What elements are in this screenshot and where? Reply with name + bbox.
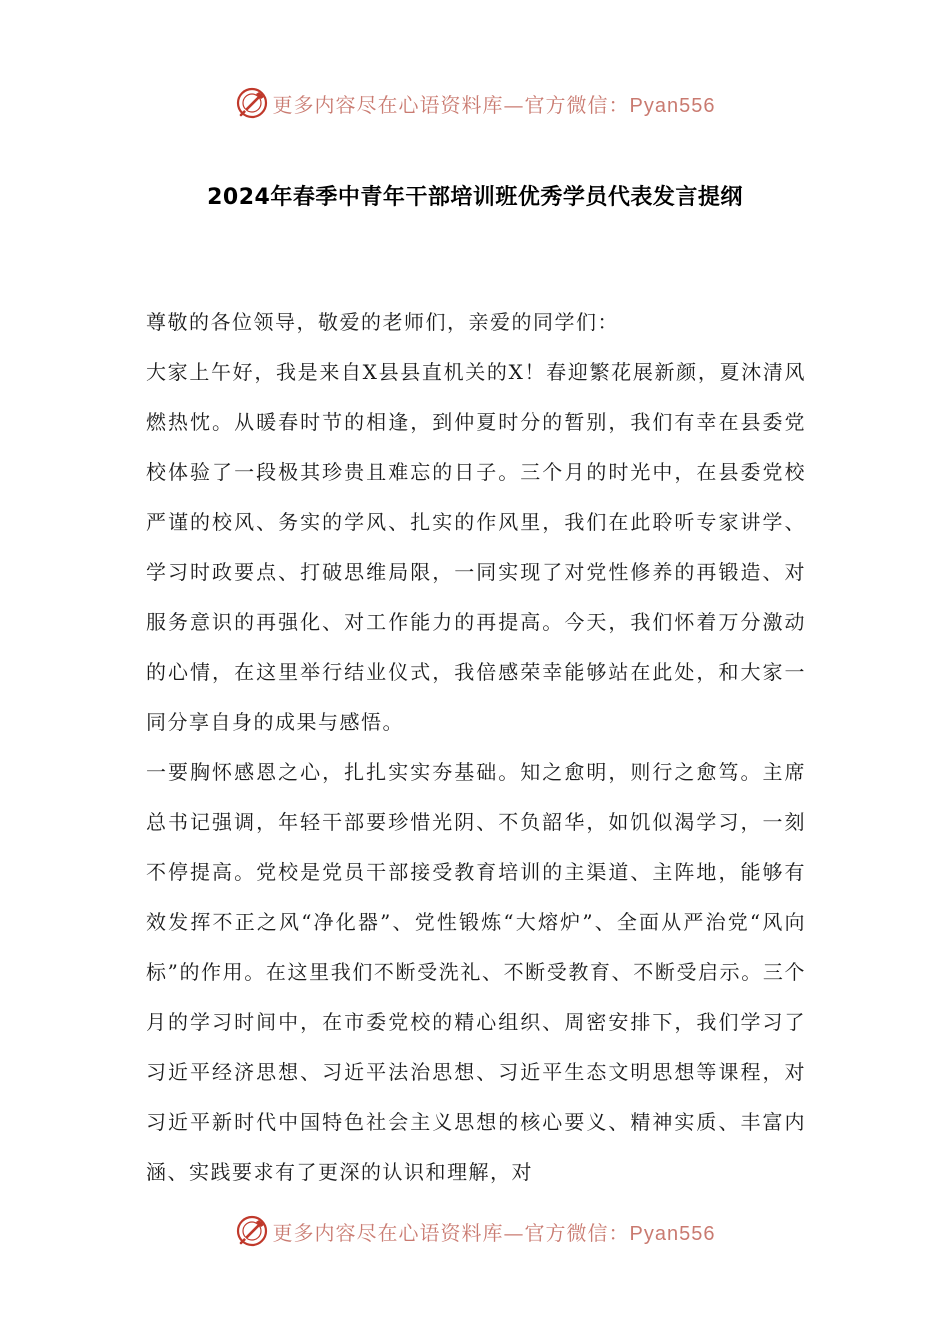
pen-circle-logo-icon: [235, 86, 269, 120]
wechat-id: Pyan556: [629, 1222, 716, 1245]
salutation-paragraph: 尊敬的各位领导，敬爱的老师们，亲爱的同学们：: [146, 310, 619, 334]
document-title: 2024年春季中青年干部培训班优秀学员代表发言提纲: [207, 185, 743, 210]
header-watermark-text: 更多内容尽在心语资料库—官方微信：Pyan556: [272, 92, 716, 117]
document-body: [146, 297, 806, 1197]
header-watermark-banner: [0, 83, 950, 123]
wechat-id: Pyan556: [629, 94, 716, 117]
opening-paragraph: 大家上午好，我是来自X县县直机关的X！春迎繁花展新颜，夏沐清风燃热忱。从暖春时节的相逢，到仲夏时分的暂别，我们有幸在县委党校体验了一段极其珍贵且难忘的日子。三个月的时光中，在县委党校严谨的校风、务实的学风、扎实的作风里，我们在此聆听专家讲学、学习时政要点、打破思维局限，一同实现了对党性修养的再锻造、对服务意识的再强化、对工作能力的再提高。今天，我们怀着万分激动的心情，在这里举行结业仪式，我倍感荣幸能够站在此处，和大家一同分享自身的成果与感悟。: [146, 360, 806, 734]
pen-circle-logo-icon: [235, 1214, 269, 1248]
footer-watermark-text: 更多内容尽在心语资料库—官方微信：Pyan556: [272, 1220, 716, 1245]
point-one-paragraph: 一要胸怀感恩之心，扎扎实实夯基础。知之愈明，则行之愈笃。主席总书记强调，年轻干部要珍惜光阴、不负韶华，如饥似渴学习，一刻不停提高。党校是党员干部接受教育培训的主渠道、主阵地，能够有效发挥不正之风“净化器”、党性锻炼“大熔炉”、全面从严治党“风向标”的作用。在这里我们不断受洗礼、不断受教育、不断受启示。三个月的学习时间中，在市委党校的精心组织、周密安排下，我们学习了习近平经济思想、习近平法治思想、习近平生态文明思想等课程，对习近平新时代中国特色社会主义思想的核心要义、精神实质、丰富内涵、实践要求有了更深的认识和理解，对: [146, 760, 806, 1184]
footer-watermark-banner: [0, 1211, 950, 1251]
